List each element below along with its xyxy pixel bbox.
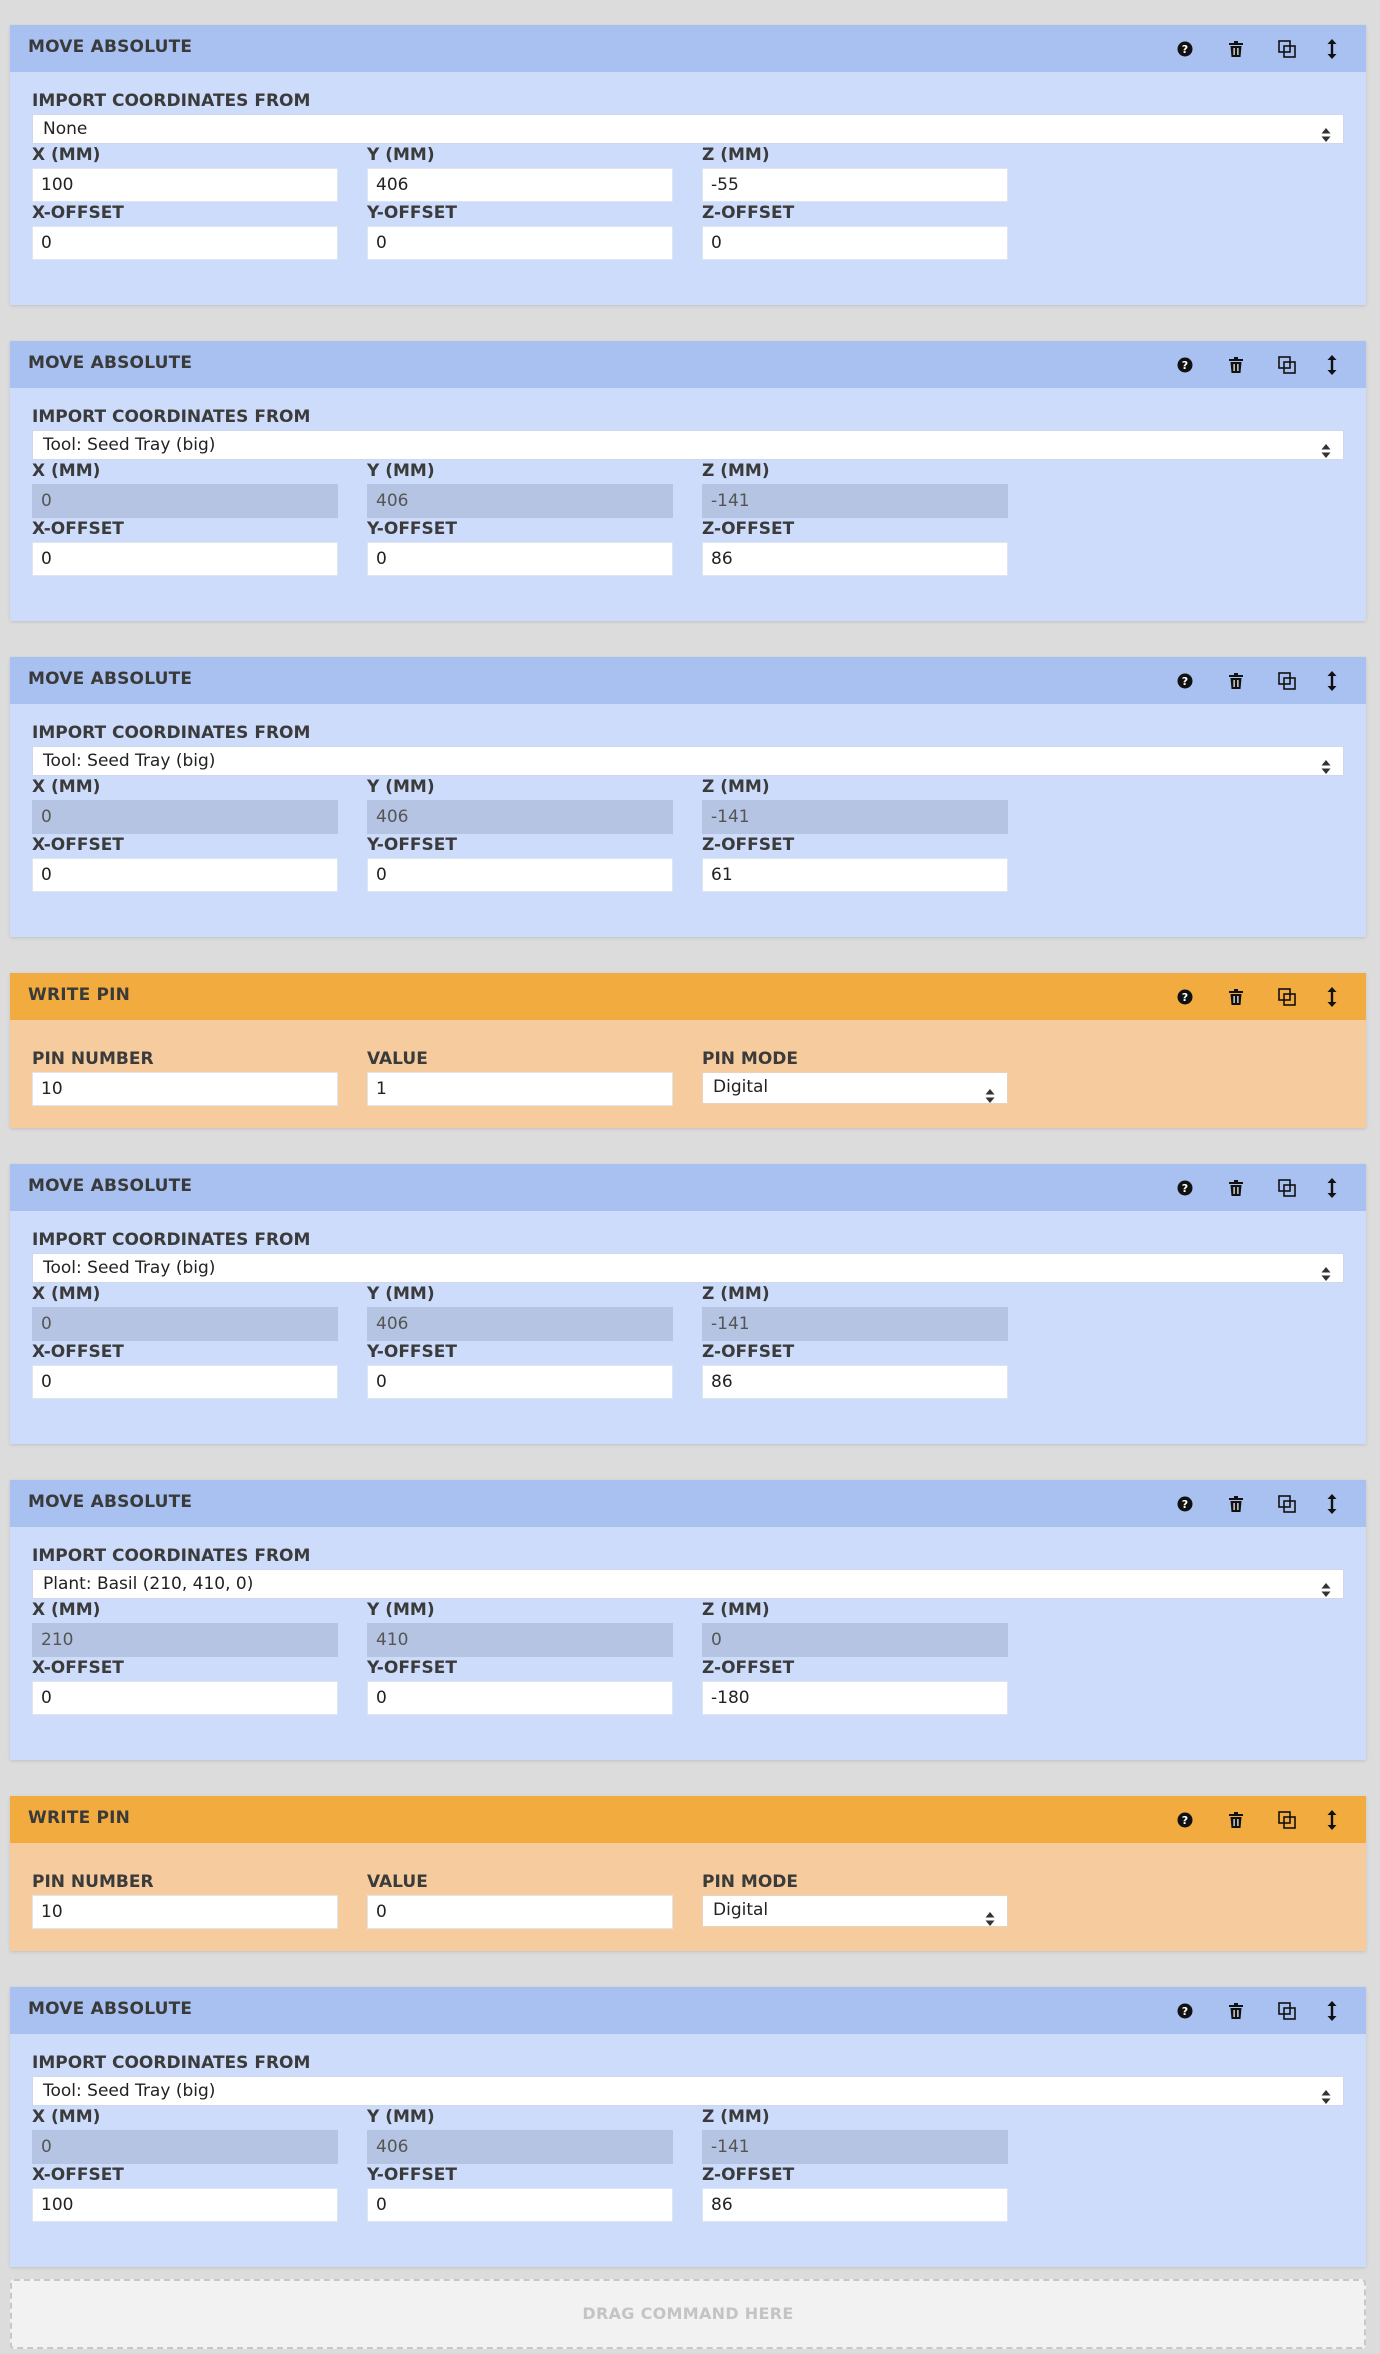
y-offset-label: Y-OFFSET [367,519,457,539]
svg-text:?: ? [1181,1182,1188,1195]
step-toolbar [1159,1808,1352,1832]
drag-command-drop-zone[interactable] [10,2279,1366,2349]
y-input[interactable]: 410 [367,1623,673,1657]
help-icon[interactable] [1159,1492,1210,1516]
step-title: MOVE ABSOLUTE [28,669,193,689]
z-label: Z (MM) [702,1284,770,1304]
import-coordinates-label: IMPORT COORDINATES FROM [32,91,311,111]
coordinates-row [32,144,1344,202]
x-input[interactable]: 0 [32,2130,338,2164]
step-header[interactable] [10,1796,1366,1843]
offsets-row [32,834,1344,892]
y-offset-label: Y-OFFSET [367,1342,457,1362]
help-icon[interactable] [1159,1808,1210,1832]
trash-icon[interactable] [1210,37,1261,61]
svg-text:?: ? [1181,991,1188,1004]
offsets-row [32,1657,1344,1715]
step-toolbar [1159,353,1352,377]
import-coordinates-label: IMPORT COORDINATES FROM [32,1230,311,1250]
z-label: Z (MM) [702,2107,770,2127]
move-absolute-step[interactable] [10,1987,1366,2267]
step-title: WRITE PIN [28,1808,131,1828]
pin-mode-label: PIN MODE [702,1872,799,1892]
select-arrows-icon [985,1907,995,1921]
y-label: Y (MM) [367,1600,435,1620]
select-arrows-icon [1321,755,1331,769]
x-input[interactable]: 0 [32,484,338,518]
move-absolute-step[interactable] [10,25,1366,305]
svg-text:?: ? [1181,2005,1188,2018]
import-coordinates-value: Tool: Seed Tray (big) [43,1258,216,1278]
z-offset-input[interactable]: 61 [702,858,1008,892]
import-coordinates-label: IMPORT COORDINATES FROM [32,407,311,427]
offsets-row [32,1341,1344,1399]
import-coordinates-label: IMPORT COORDINATES FROM [32,723,311,743]
duplicate-icon[interactable] [1261,1808,1312,1832]
x-offset-input[interactable]: 0 [32,542,338,576]
x-input[interactable]: 0 [32,800,338,834]
pin-mode-value: Digital [713,1077,769,1097]
x-offset-input[interactable]: 0 [32,1365,338,1399]
step-title: MOVE ABSOLUTE [28,1176,193,1196]
pin-number-input[interactable]: 10 [32,1072,338,1106]
trash-icon[interactable] [1210,1999,1261,2023]
trash-icon[interactable] [1210,1808,1261,1832]
import-coordinates-label: IMPORT COORDINATES FROM [32,2053,311,2073]
y-input[interactable]: 406 [367,1307,673,1341]
step-body [10,72,1366,305]
step-title: WRITE PIN [28,985,131,1005]
y-offset-label: Y-OFFSET [367,1658,457,1678]
step-header[interactable] [10,1480,1366,1527]
y-offset-input[interactable]: 0 [367,858,673,892]
svg-text:?: ? [1181,675,1188,688]
import-coordinates-value: Tool: Seed Tray (big) [43,751,216,771]
write-pin-step[interactable] [10,973,1366,1128]
coordinates-row [32,1599,1344,1657]
x-offset-label: X-OFFSET [32,835,124,855]
z-offset-label: Z-OFFSET [702,835,795,855]
step-header[interactable] [10,973,1366,1020]
step-title: MOVE ABSOLUTE [28,1999,193,2019]
value-input[interactable]: 1 [367,1072,673,1106]
trash-icon[interactable] [1210,1176,1261,1200]
y-offset-input[interactable]: 0 [367,1681,673,1715]
step-header[interactable] [10,341,1366,388]
help-icon[interactable] [1159,1999,1210,2023]
z-label: Z (MM) [702,461,770,481]
x-offset-label: X-OFFSET [32,203,124,223]
y-label: Y (MM) [367,461,435,481]
import-coordinates-select[interactable] [32,114,1344,144]
step-body [10,388,1366,621]
x-offset-input[interactable]: 100 [32,2188,338,2222]
svg-text:?: ? [1181,1814,1188,1827]
step-toolbar [1159,1492,1352,1516]
offsets-row [32,202,1344,260]
drag-handle-icon[interactable] [1312,1492,1352,1516]
pin-number-input[interactable]: 10 [32,1895,338,1929]
pin-mode-value: Digital [713,1900,769,1920]
coordinates-row [32,776,1344,834]
import-coordinates-value: Plant: Basil (210, 410, 0) [43,1574,254,1594]
x-input[interactable]: 210 [32,1623,338,1657]
step-title: MOVE ABSOLUTE [28,1492,193,1512]
y-label: Y (MM) [367,145,435,165]
x-input[interactable]: 100 [32,168,338,202]
step-toolbar [1159,985,1352,1009]
duplicate-icon[interactable] [1261,1492,1312,1516]
x-offset-input[interactable]: 0 [32,1681,338,1715]
y-label: Y (MM) [367,1284,435,1304]
step-toolbar [1159,669,1352,693]
help-icon[interactable] [1159,37,1210,61]
z-input[interactable]: -141 [702,2130,1008,2164]
help-icon[interactable] [1159,669,1210,693]
z-offset-label: Z-OFFSET [702,1658,795,1678]
import-coordinates-value: None [43,119,88,139]
trash-icon[interactable] [1210,985,1261,1009]
coordinates-row [32,460,1344,518]
value-label: VALUE [367,1872,428,1892]
y-offset-label: Y-OFFSET [367,835,457,855]
y-label: Y (MM) [367,777,435,797]
z-label: Z (MM) [702,1600,770,1620]
y-offset-label: Y-OFFSET [367,2165,457,2185]
x-offset-label: X-OFFSET [32,1342,124,1362]
import-coordinates-select[interactable] [32,1253,1344,1283]
offsets-row [32,2164,1344,2222]
value-label: VALUE [367,1049,428,1069]
z-offset-input[interactable]: 86 [702,542,1008,576]
import-coordinates-value: Tool: Seed Tray (big) [43,435,216,455]
duplicate-icon[interactable] [1261,37,1312,61]
select-arrows-icon [1321,1578,1331,1592]
step-header[interactable] [10,25,1366,72]
import-coordinates-select[interactable] [32,2076,1344,2106]
z-input[interactable]: -55 [702,168,1008,202]
y-input[interactable]: 406 [367,800,673,834]
y-offset-input[interactable]: 0 [367,1365,673,1399]
step-title: MOVE ABSOLUTE [28,37,193,57]
svg-text:?: ? [1181,43,1188,56]
drop-zone-label: DRAG COMMAND HERE [582,2304,794,2323]
step-body [10,1843,1366,1951]
select-arrows-icon [985,1084,995,1098]
x-label: X (MM) [32,1600,101,1620]
x-offset-label: X-OFFSET [32,519,124,539]
step-header[interactable] [10,1164,1366,1211]
select-arrows-icon [1321,439,1331,453]
step-header[interactable] [10,657,1366,704]
x-offset-input[interactable]: 0 [32,858,338,892]
z-offset-input[interactable]: 86 [702,2188,1008,2222]
z-offset-input[interactable]: -180 [702,1681,1008,1715]
import-coordinates-select[interactable] [32,430,1344,460]
move-absolute-step[interactable] [10,657,1366,937]
z-input[interactable]: -141 [702,484,1008,518]
pin-row [32,1861,1344,1929]
duplicate-icon[interactable] [1261,353,1312,377]
select-arrows-icon [1321,1262,1331,1276]
z-offset-label: Z-OFFSET [702,203,795,223]
pin-mode-select[interactable] [702,1072,1008,1104]
z-offset-label: Z-OFFSET [702,519,795,539]
trash-icon[interactable] [1210,669,1261,693]
svg-text:?: ? [1181,1498,1188,1511]
drag-handle-icon[interactable] [1312,1808,1352,1832]
trash-icon[interactable] [1210,1492,1261,1516]
step-title: MOVE ABSOLUTE [28,353,193,373]
write-pin-step[interactable] [10,1796,1366,1951]
step-toolbar [1159,1999,1352,2023]
y-label: Y (MM) [367,2107,435,2127]
pin-number-label: PIN NUMBER [32,1872,154,1892]
duplicate-icon[interactable] [1261,669,1312,693]
x-input[interactable]: 0 [32,1307,338,1341]
drag-handle-icon[interactable] [1312,37,1352,61]
drag-handle-icon[interactable] [1312,669,1352,693]
drag-handle-icon[interactable] [1312,1999,1352,2023]
drag-handle-icon[interactable] [1312,353,1352,377]
duplicate-icon[interactable] [1261,985,1312,1009]
move-absolute-step[interactable] [10,1164,1366,1444]
move-absolute-step[interactable] [10,1480,1366,1760]
import-coordinates-value: Tool: Seed Tray (big) [43,2081,216,2101]
x-label: X (MM) [32,777,101,797]
import-coordinates-select[interactable] [32,1569,1344,1599]
step-body [10,2034,1366,2267]
y-offset-input[interactable]: 0 [367,542,673,576]
coordinates-row [32,1283,1344,1341]
z-label: Z (MM) [702,777,770,797]
x-label: X (MM) [32,145,101,165]
select-arrows-icon [1321,123,1331,137]
import-coordinates-label: IMPORT COORDINATES FROM [32,1546,311,1566]
y-offset-label: Y-OFFSET [367,203,457,223]
x-offset-input[interactable]: 0 [32,226,338,260]
z-offset-input[interactable]: 86 [702,1365,1008,1399]
x-label: X (MM) [32,2107,101,2127]
x-label: X (MM) [32,461,101,481]
help-icon[interactable] [1159,1176,1210,1200]
step-toolbar [1159,37,1352,61]
drag-handle-icon[interactable] [1312,985,1352,1009]
help-icon[interactable] [1159,353,1210,377]
drag-handle-icon[interactable] [1312,1176,1352,1200]
coordinates-row [32,2106,1344,2164]
x-offset-label: X-OFFSET [32,2165,124,2185]
pin-mode-label: PIN MODE [702,1049,799,1069]
step-body [10,704,1366,937]
y-input[interactable]: 406 [367,484,673,518]
move-absolute-step[interactable] [10,341,1366,621]
z-offset-input[interactable]: 0 [702,226,1008,260]
value-input[interactable]: 0 [367,1895,673,1929]
step-body [10,1527,1366,1760]
z-input[interactable]: -141 [702,1307,1008,1341]
pin-row [32,1038,1344,1106]
x-label: X (MM) [32,1284,101,1304]
y-input[interactable]: 406 [367,2130,673,2164]
help-icon[interactable] [1159,985,1210,1009]
z-offset-label: Z-OFFSET [702,2165,795,2185]
offsets-row [32,518,1344,576]
step-header[interactable] [10,1987,1366,2034]
duplicate-icon[interactable] [1261,1176,1312,1200]
trash-icon[interactable] [1210,353,1261,377]
y-offset-input[interactable]: 0 [367,226,673,260]
step-toolbar [1159,1176,1352,1200]
pin-mode-select[interactable] [702,1895,1008,1927]
step-body [10,1211,1366,1444]
z-offset-label: Z-OFFSET [702,1342,795,1362]
y-offset-input[interactable]: 0 [367,2188,673,2222]
svg-text:?: ? [1181,359,1188,372]
z-label: Z (MM) [702,145,770,165]
y-input[interactable]: 406 [367,168,673,202]
sequence-steps [0,25,1380,2267]
duplicate-icon[interactable] [1261,1999,1312,2023]
import-coordinates-select[interactable] [32,746,1344,776]
step-body [10,1020,1366,1128]
x-offset-label: X-OFFSET [32,1658,124,1678]
pin-number-label: PIN NUMBER [32,1049,154,1069]
z-input[interactable]: 0 [702,1623,1008,1657]
select-arrows-icon [1321,2085,1331,2099]
z-input[interactable]: -141 [702,800,1008,834]
